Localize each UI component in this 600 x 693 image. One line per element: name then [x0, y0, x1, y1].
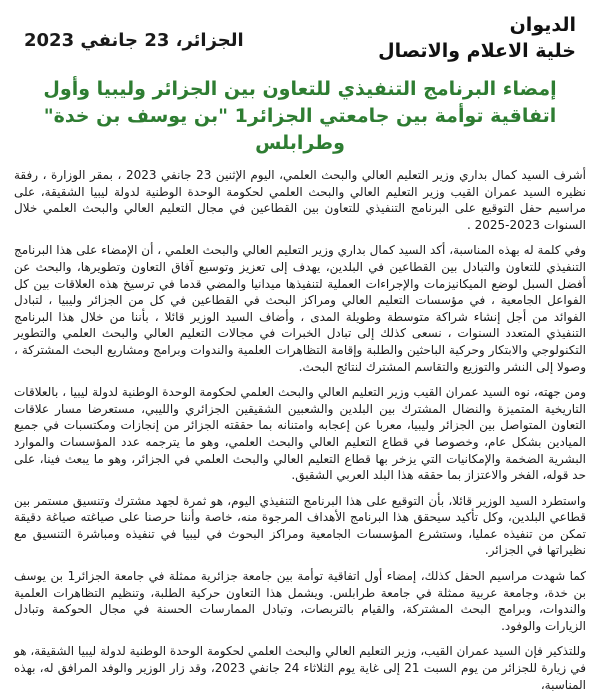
paragraph-4: واستطرد السيد الوزير قائلا، بأن التوقيع على هذا البرنامج التنفيذي اليوم، هو ثمرة لجهد مشترك وتنسيق مستمر بين قطاعي البلدين، وكل تأكيد سيحقق هذا البرنامج الأهداف المرجوة منه، خاصة وأننا حرصنا على صياغته صياغة دقيقة تمكن من تنفيذه عمليا، وستشرع المؤسسات الجامعية ومراكز البحوث في ليبيا في تنفيذه ومباشرة التنسيق مع نظيراتها في الجزائر. — [14, 493, 586, 558]
paragraph-2: وفي كلمة له بهذه المناسبة، أكد السيد كمال بداري وزير التعليم العالي والبحث العلمي ، أن الإمضاء على هذا البرنامج التنفيذي للتعاون والتبادل بين القطاعين في البلدين، يهدف إلى تعزيز وتوسيع آفاق التعاون وتطويرها، والبحث عن أفضل السبل لوضع الميكانيزمات والإجراءات العملية لتنفيذها ميدانيا والمضي قدما في ترسيخ هذه العلاقات بين كل الفواعل الجامعية ، في مؤسسات التعليم العالي ومراكز البحث في القطاعين في كل من الجزائر وليبيا ، لتبادل الفوائد من أجل إنشاء شراكة متوسطة وطويلة المدى ، وأضاف السيد الوزير قائلا ، بأننا من خلال هذا البرنامج التنفيذي المتعدد السنوات ، نسعى كذلك إلى تبادل الخبرات في مجالات التعليم العالي والبحث العلمي والتطوير التكنولوجي والابتكار وحركية الباحثين والطلبة وإقامة التظاهرات العلمية والندوات وبرامج ومشاريع البحث المشتركة ، وصولا إلى النشر والتوزيع والتقاسم المشترك لنتائج البحث. — [14, 243, 586, 374]
office-name: الديوان — [509, 14, 576, 36]
article-body — [14, 167, 586, 693]
paragraph-1: أشرف السيد كمال بداري وزير التعليم العالي والبحث العلمي، اليوم الإثنين 23 جانفي 2023 ، بمقر الوزارة ، رفقة نظيره السيد عمران القيب وزير التعليم العالي والبحث العلمي لحكومة الوحدة الوطنية لدولة ليبيا الشقيقة، على مراسيم حفل التوقيع على البرنامج التنفيذي للتعاون بين القطاعين في مجال التعليم العالي والبحث العلمي خلال السنوات 2023-2025 . — [14, 168, 586, 232]
document-header — [14, 8, 586, 70]
paragraph-6: وللتذكير فإن السيد عمران القيب، وزير التعليم العالي والبحث العلمي لحكومة الوحدة الوطنية لدولة ليبيا الشقيقة، هو في زيارة للجزائر من يوم السبت 21 إلى غاية يوم الثلاثاء 24 جانفي 2023، وقد زار الوزير والوفد المرافق له، بهذه المناسبة، — [14, 644, 587, 692]
article-title: إمضاء البرنامج التنفيذي للتعاون بين الجزائر وليبيا وأول اتفاقية توأمة بين جامعتي الجزائر1 "بن يوسف بن خدة" وطرابلس — [43, 78, 557, 154]
paragraph-3: ومن جهته، نوه السيد عمران القيب وزير التعليم العالي والبحث العلمي لحكومة الوحدة الوطنية لدولة ليبيا ، بالعلاقات التاريخية المتميزة والنضال المشترك بين البلدين والشعبين الشقيقين الجزائري والليبي، مستعرضا مسار علاقات التعاون المتواصل بين الجزائر وليبيا، معربا عن إعجابه وامتنانه بما حققته الجزائر من إنجازات ومكتسبات في جميع الميادين بشكل عام، وخصوصا في قطاع التعليم العالي والبحث العلمي، وهو ما يترجمه عدد المؤسسات والموارد البشرية الضخمة والإمكانيات التي يزخر بها قطاع التعليم العالي والبحث العلمي في الجزائر، وهو ما يبعث فينا، على حد قوله، الفخر والاعتزاز بما حققه هذا البلد العربي الشقيق. — [14, 385, 586, 483]
issuing-office — [378, 12, 576, 64]
paragraph-5: كما شهدت مراسيم الحفل كذلك، إمضاء أول اتفاقية توأمة بين جامعة جزائرية ممثلة في جامعة الجزائر1 بن يوسف بن خدة، وجامعة عربية ممثلة في جامعة طرابلس. ويشمل هذا التعاون حركية الطلبة، وتنظيم التظاهرات العلمية والندوات، وبرامج البحث المشتركة، والقيام بالتربصات، وتبادل الممارسات الحسنة في مجال الحوكمة وتبادل الزيارات والوفود. — [14, 569, 586, 633]
release-date: الجزائر، 23 جانفي 2023 — [24, 30, 244, 51]
office-unit: خلية الاعلام والاتصال — [378, 40, 576, 62]
